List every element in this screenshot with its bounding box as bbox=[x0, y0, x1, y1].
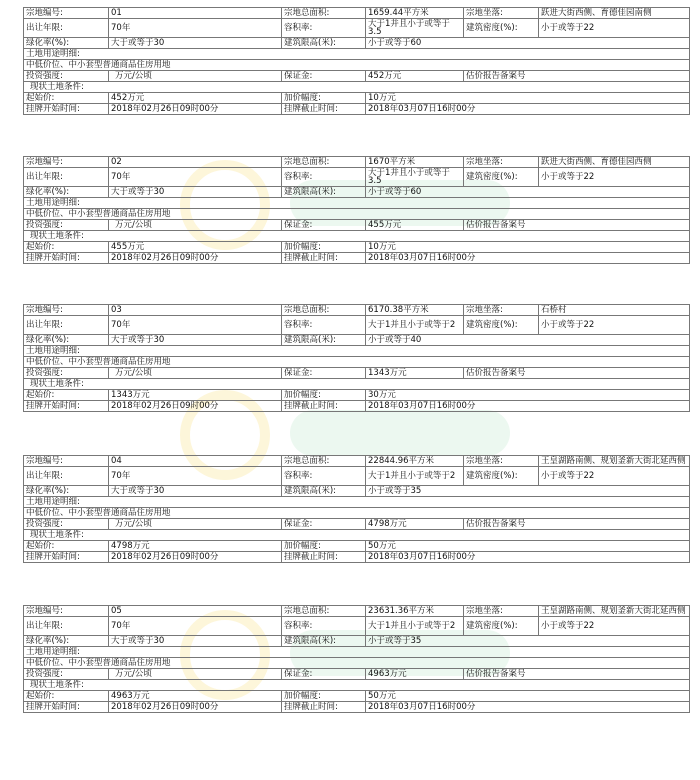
far-label: 容积率: bbox=[282, 467, 366, 486]
deposit-value: 4798万元 bbox=[366, 519, 464, 530]
investment-label: 投资强度: bbox=[24, 669, 109, 680]
start-price-value: 455万元 bbox=[109, 242, 282, 253]
start-price-label: 起始价: bbox=[24, 390, 109, 401]
density-value: 小于或等于22 bbox=[539, 617, 690, 636]
listing-end-value: 2018年03月07日16时00分 bbox=[366, 401, 690, 412]
far-value: 大于1并且小于或等于2 bbox=[366, 617, 464, 636]
term-value: 70年 bbox=[109, 617, 282, 636]
increment-value: 10万元 bbox=[366, 93, 690, 104]
green-rate-value: 大于或等于30 bbox=[109, 187, 282, 198]
land-use-detail-label: 土地用途明细: bbox=[24, 198, 690, 209]
density-label: 建筑密度(%): bbox=[464, 19, 539, 38]
land-use-value: 中低价位、中小套型普通商品住房用地 bbox=[24, 60, 690, 71]
increment-label: 加价幅度: bbox=[282, 242, 366, 253]
start-price-value: 4798万元 bbox=[109, 541, 282, 552]
green-rate-value: 大于或等于30 bbox=[109, 335, 282, 346]
term-label: 出让年限: bbox=[24, 617, 109, 636]
density-label: 建筑密度(%): bbox=[464, 316, 539, 335]
increment-value: 10万元 bbox=[366, 242, 690, 253]
parcel-number-value: 03 bbox=[109, 305, 282, 316]
deposit-label: 保证金: bbox=[282, 519, 366, 530]
total-area-value: 23631.36平方米 bbox=[366, 606, 464, 617]
parcel-number-label: 宗地编号: bbox=[24, 456, 109, 467]
investment-label: 投资强度: bbox=[24, 71, 109, 82]
start-price-label: 起始价: bbox=[24, 242, 109, 253]
height-limit-label: 建筑限高(米): bbox=[282, 636, 366, 647]
increment-value: 30万元 bbox=[366, 390, 690, 401]
listing-end-label: 挂牌截止时间: bbox=[282, 401, 366, 412]
investment-label: 投资强度: bbox=[24, 368, 109, 379]
deposit-label: 保证金: bbox=[282, 71, 366, 82]
land-use-detail-label: 土地用途明细: bbox=[24, 346, 690, 357]
listing-end-label: 挂牌截止时间: bbox=[282, 552, 366, 563]
listing-start-label: 挂牌开始时间: bbox=[24, 253, 109, 264]
deposit-value: 455万元 bbox=[366, 220, 464, 231]
increment-label: 加价幅度: bbox=[282, 93, 366, 104]
appraisal-label: 估价报告备案号 bbox=[464, 669, 690, 680]
green-rate-value: 大于或等于30 bbox=[109, 486, 282, 497]
far-label: 容积率: bbox=[282, 617, 366, 636]
parcel-number-label: 宗地编号: bbox=[24, 305, 109, 316]
investment-value: 万元/公顷 bbox=[109, 368, 282, 379]
location-label: 宗地坐落: bbox=[464, 157, 539, 168]
height-limit-value: 小于或等于40 bbox=[366, 335, 690, 346]
parcel-number-label: 宗地编号: bbox=[24, 606, 109, 617]
appraisal-label: 估价报告备案号 bbox=[464, 71, 690, 82]
parcel-number-value: 04 bbox=[109, 456, 282, 467]
increment-label: 加价幅度: bbox=[282, 541, 366, 552]
investment-value: 万元/公顷 bbox=[109, 519, 282, 530]
increment-label: 加价幅度: bbox=[282, 390, 366, 401]
total-area-value: 1670平方米 bbox=[366, 157, 464, 168]
far-value: 大于1并且小于或等于3.5 bbox=[366, 168, 464, 187]
green-rate-label: 绿化率(%): bbox=[24, 38, 109, 49]
green-rate-label: 绿化率(%): bbox=[24, 335, 109, 346]
location-label: 宗地坐落: bbox=[464, 606, 539, 617]
height-limit-label: 建筑限高(米): bbox=[282, 38, 366, 49]
parcel-number-value: 01 bbox=[109, 8, 282, 19]
density-value: 小于或等于22 bbox=[539, 467, 690, 486]
start-price-label: 起始价: bbox=[24, 541, 109, 552]
land-conditions-label: 现状土地条件: bbox=[24, 530, 690, 541]
listing-start-label: 挂牌开始时间: bbox=[24, 104, 109, 115]
land-use-value: 中低价位、中小套型普通商品住房用地 bbox=[24, 658, 690, 669]
location-label: 宗地坐落: bbox=[464, 456, 539, 467]
start-price-value: 452万元 bbox=[109, 93, 282, 104]
density-value: 小于或等于22 bbox=[539, 19, 690, 38]
land-use-detail-label: 土地用途明细: bbox=[24, 647, 690, 658]
start-price-label: 起始价: bbox=[24, 691, 109, 702]
location-value: 王皇湖路南侧、规划釜新大街北延西侧 bbox=[539, 456, 690, 467]
deposit-label: 保证金: bbox=[282, 368, 366, 379]
listing-start-value: 2018年02月26日09时00分 bbox=[109, 401, 282, 412]
term-label: 出让年限: bbox=[24, 168, 109, 187]
land-conditions-label: 现状土地条件: bbox=[24, 680, 690, 691]
parcel-number-label: 宗地编号: bbox=[24, 8, 109, 19]
term-value: 70年 bbox=[109, 467, 282, 486]
land-conditions-label: 现状土地条件: bbox=[24, 379, 690, 390]
listing-end-label: 挂牌截止时间: bbox=[282, 702, 366, 713]
location-label: 宗地坐落: bbox=[464, 8, 539, 19]
appraisal-label: 估价报告备案号 bbox=[464, 519, 690, 530]
start-price-label: 起始价: bbox=[24, 93, 109, 104]
total-area-value: 1659.44平方米 bbox=[366, 8, 464, 19]
listing-end-value: 2018年03月07日16时00分 bbox=[366, 552, 690, 563]
deposit-value: 1343万元 bbox=[366, 368, 464, 379]
density-value: 小于或等于22 bbox=[539, 168, 690, 187]
term-value: 70年 bbox=[109, 168, 282, 187]
term-label: 出让年限: bbox=[24, 467, 109, 486]
listing-end-value: 2018年03月07日16时00分 bbox=[366, 702, 690, 713]
investment-label: 投资强度: bbox=[24, 519, 109, 530]
far-label: 容积率: bbox=[282, 168, 366, 187]
listing-start-label: 挂牌开始时间: bbox=[24, 401, 109, 412]
parcel-number-label: 宗地编号: bbox=[24, 157, 109, 168]
total-area-label: 宗地总面积: bbox=[282, 606, 366, 617]
total-area-label: 宗地总面积: bbox=[282, 456, 366, 467]
parcel-number-value: 05 bbox=[109, 606, 282, 617]
parcel-table bbox=[23, 156, 690, 264]
parcel-table bbox=[23, 455, 690, 563]
green-rate-value: 大于或等于30 bbox=[109, 636, 282, 647]
investment-value: 万元/公顷 bbox=[109, 669, 282, 680]
parcel-number-value: 02 bbox=[109, 157, 282, 168]
total-area-label: 宗地总面积: bbox=[282, 8, 366, 19]
height-limit-value: 小于或等于35 bbox=[366, 486, 690, 497]
land-conditions-label: 现状土地条件: bbox=[24, 231, 690, 242]
land-use-detail-label: 土地用途明细: bbox=[24, 497, 690, 508]
deposit-label: 保证金: bbox=[282, 220, 366, 231]
investment-value: 万元/公顷 bbox=[109, 220, 282, 231]
total-area-label: 宗地总面积: bbox=[282, 157, 366, 168]
increment-value: 50万元 bbox=[366, 691, 690, 702]
parcel-table bbox=[23, 304, 690, 412]
height-limit-label: 建筑限高(米): bbox=[282, 187, 366, 198]
far-label: 容积率: bbox=[282, 316, 366, 335]
height-limit-label: 建筑限高(米): bbox=[282, 486, 366, 497]
green-rate-label: 绿化率(%): bbox=[24, 636, 109, 647]
density-value: 小于或等于22 bbox=[539, 316, 690, 335]
far-value: 大于1并且小于或等于2 bbox=[366, 467, 464, 486]
start-price-value: 1343万元 bbox=[109, 390, 282, 401]
appraisal-label: 估价报告备案号 bbox=[464, 368, 690, 379]
listing-end-label: 挂牌截止时间: bbox=[282, 104, 366, 115]
far-value: 大于1并且小于或等于2 bbox=[366, 316, 464, 335]
density-label: 建筑密度(%): bbox=[464, 467, 539, 486]
height-limit-value: 小于或等于35 bbox=[366, 636, 690, 647]
green-rate-label: 绿化率(%): bbox=[24, 187, 109, 198]
listing-start-value: 2018年02月26日09时00分 bbox=[109, 253, 282, 264]
term-value: 70年 bbox=[109, 316, 282, 335]
location-label: 宗地坐落: bbox=[464, 305, 539, 316]
listing-end-label: 挂牌截止时间: bbox=[282, 253, 366, 264]
investment-value: 万元/公顷 bbox=[109, 71, 282, 82]
land-conditions-label: 现状土地条件: bbox=[24, 82, 690, 93]
location-value: 跃进大街西侧、育德佳园西侧 bbox=[539, 157, 690, 168]
listing-start-value: 2018年02月26日09时00分 bbox=[109, 552, 282, 563]
parcel-table bbox=[23, 605, 690, 713]
far-label: 容积率: bbox=[282, 19, 366, 38]
green-rate-value: 大于或等于30 bbox=[109, 38, 282, 49]
investment-label: 投资强度: bbox=[24, 220, 109, 231]
increment-value: 50万元 bbox=[366, 541, 690, 552]
start-price-value: 4963万元 bbox=[109, 691, 282, 702]
land-use-value: 中低价位、中小套型普通商品住房用地 bbox=[24, 508, 690, 519]
listing-start-label: 挂牌开始时间: bbox=[24, 702, 109, 713]
height-limit-value: 小于或等于60 bbox=[366, 38, 690, 49]
term-label: 出让年限: bbox=[24, 316, 109, 335]
land-use-value: 中低价位、中小套型普通商品住房用地 bbox=[24, 357, 690, 368]
deposit-label: 保证金: bbox=[282, 669, 366, 680]
height-limit-label: 建筑限高(米): bbox=[282, 335, 366, 346]
location-value: 石桥村 bbox=[539, 305, 690, 316]
listing-start-value: 2018年02月26日09时00分 bbox=[109, 702, 282, 713]
height-limit-value: 小于或等于60 bbox=[366, 187, 690, 198]
density-label: 建筑密度(%): bbox=[464, 168, 539, 187]
land-use-detail-label: 土地用途明细: bbox=[24, 49, 690, 60]
listing-start-label: 挂牌开始时间: bbox=[24, 552, 109, 563]
deposit-value: 4963万元 bbox=[366, 669, 464, 680]
listing-start-value: 2018年02月26日09时00分 bbox=[109, 104, 282, 115]
parcel-table bbox=[23, 7, 690, 115]
far-value: 大于1并且小于或等于3.5 bbox=[366, 19, 464, 38]
listing-end-value: 2018年03月07日16时00分 bbox=[366, 104, 690, 115]
deposit-value: 452万元 bbox=[366, 71, 464, 82]
term-label: 出让年限: bbox=[24, 19, 109, 38]
total-area-value: 22844.96平方米 bbox=[366, 456, 464, 467]
land-use-value: 中低价位、中小套型普通商品住房用地 bbox=[24, 209, 690, 220]
location-value: 跃进大街西侧、育德佳园南侧 bbox=[539, 8, 690, 19]
total-area-label: 宗地总面积: bbox=[282, 305, 366, 316]
appraisal-label: 估价报告备案号 bbox=[464, 220, 690, 231]
location-value: 王皇湖路南侧、规划釜新大街北延西侧 bbox=[539, 606, 690, 617]
density-label: 建筑密度(%): bbox=[464, 617, 539, 636]
green-rate-label: 绿化率(%): bbox=[24, 486, 109, 497]
increment-label: 加价幅度: bbox=[282, 691, 366, 702]
term-value: 70年 bbox=[109, 19, 282, 38]
listing-end-value: 2018年03月07日16时00分 bbox=[366, 253, 690, 264]
total-area-value: 6170.38平方米 bbox=[366, 305, 464, 316]
